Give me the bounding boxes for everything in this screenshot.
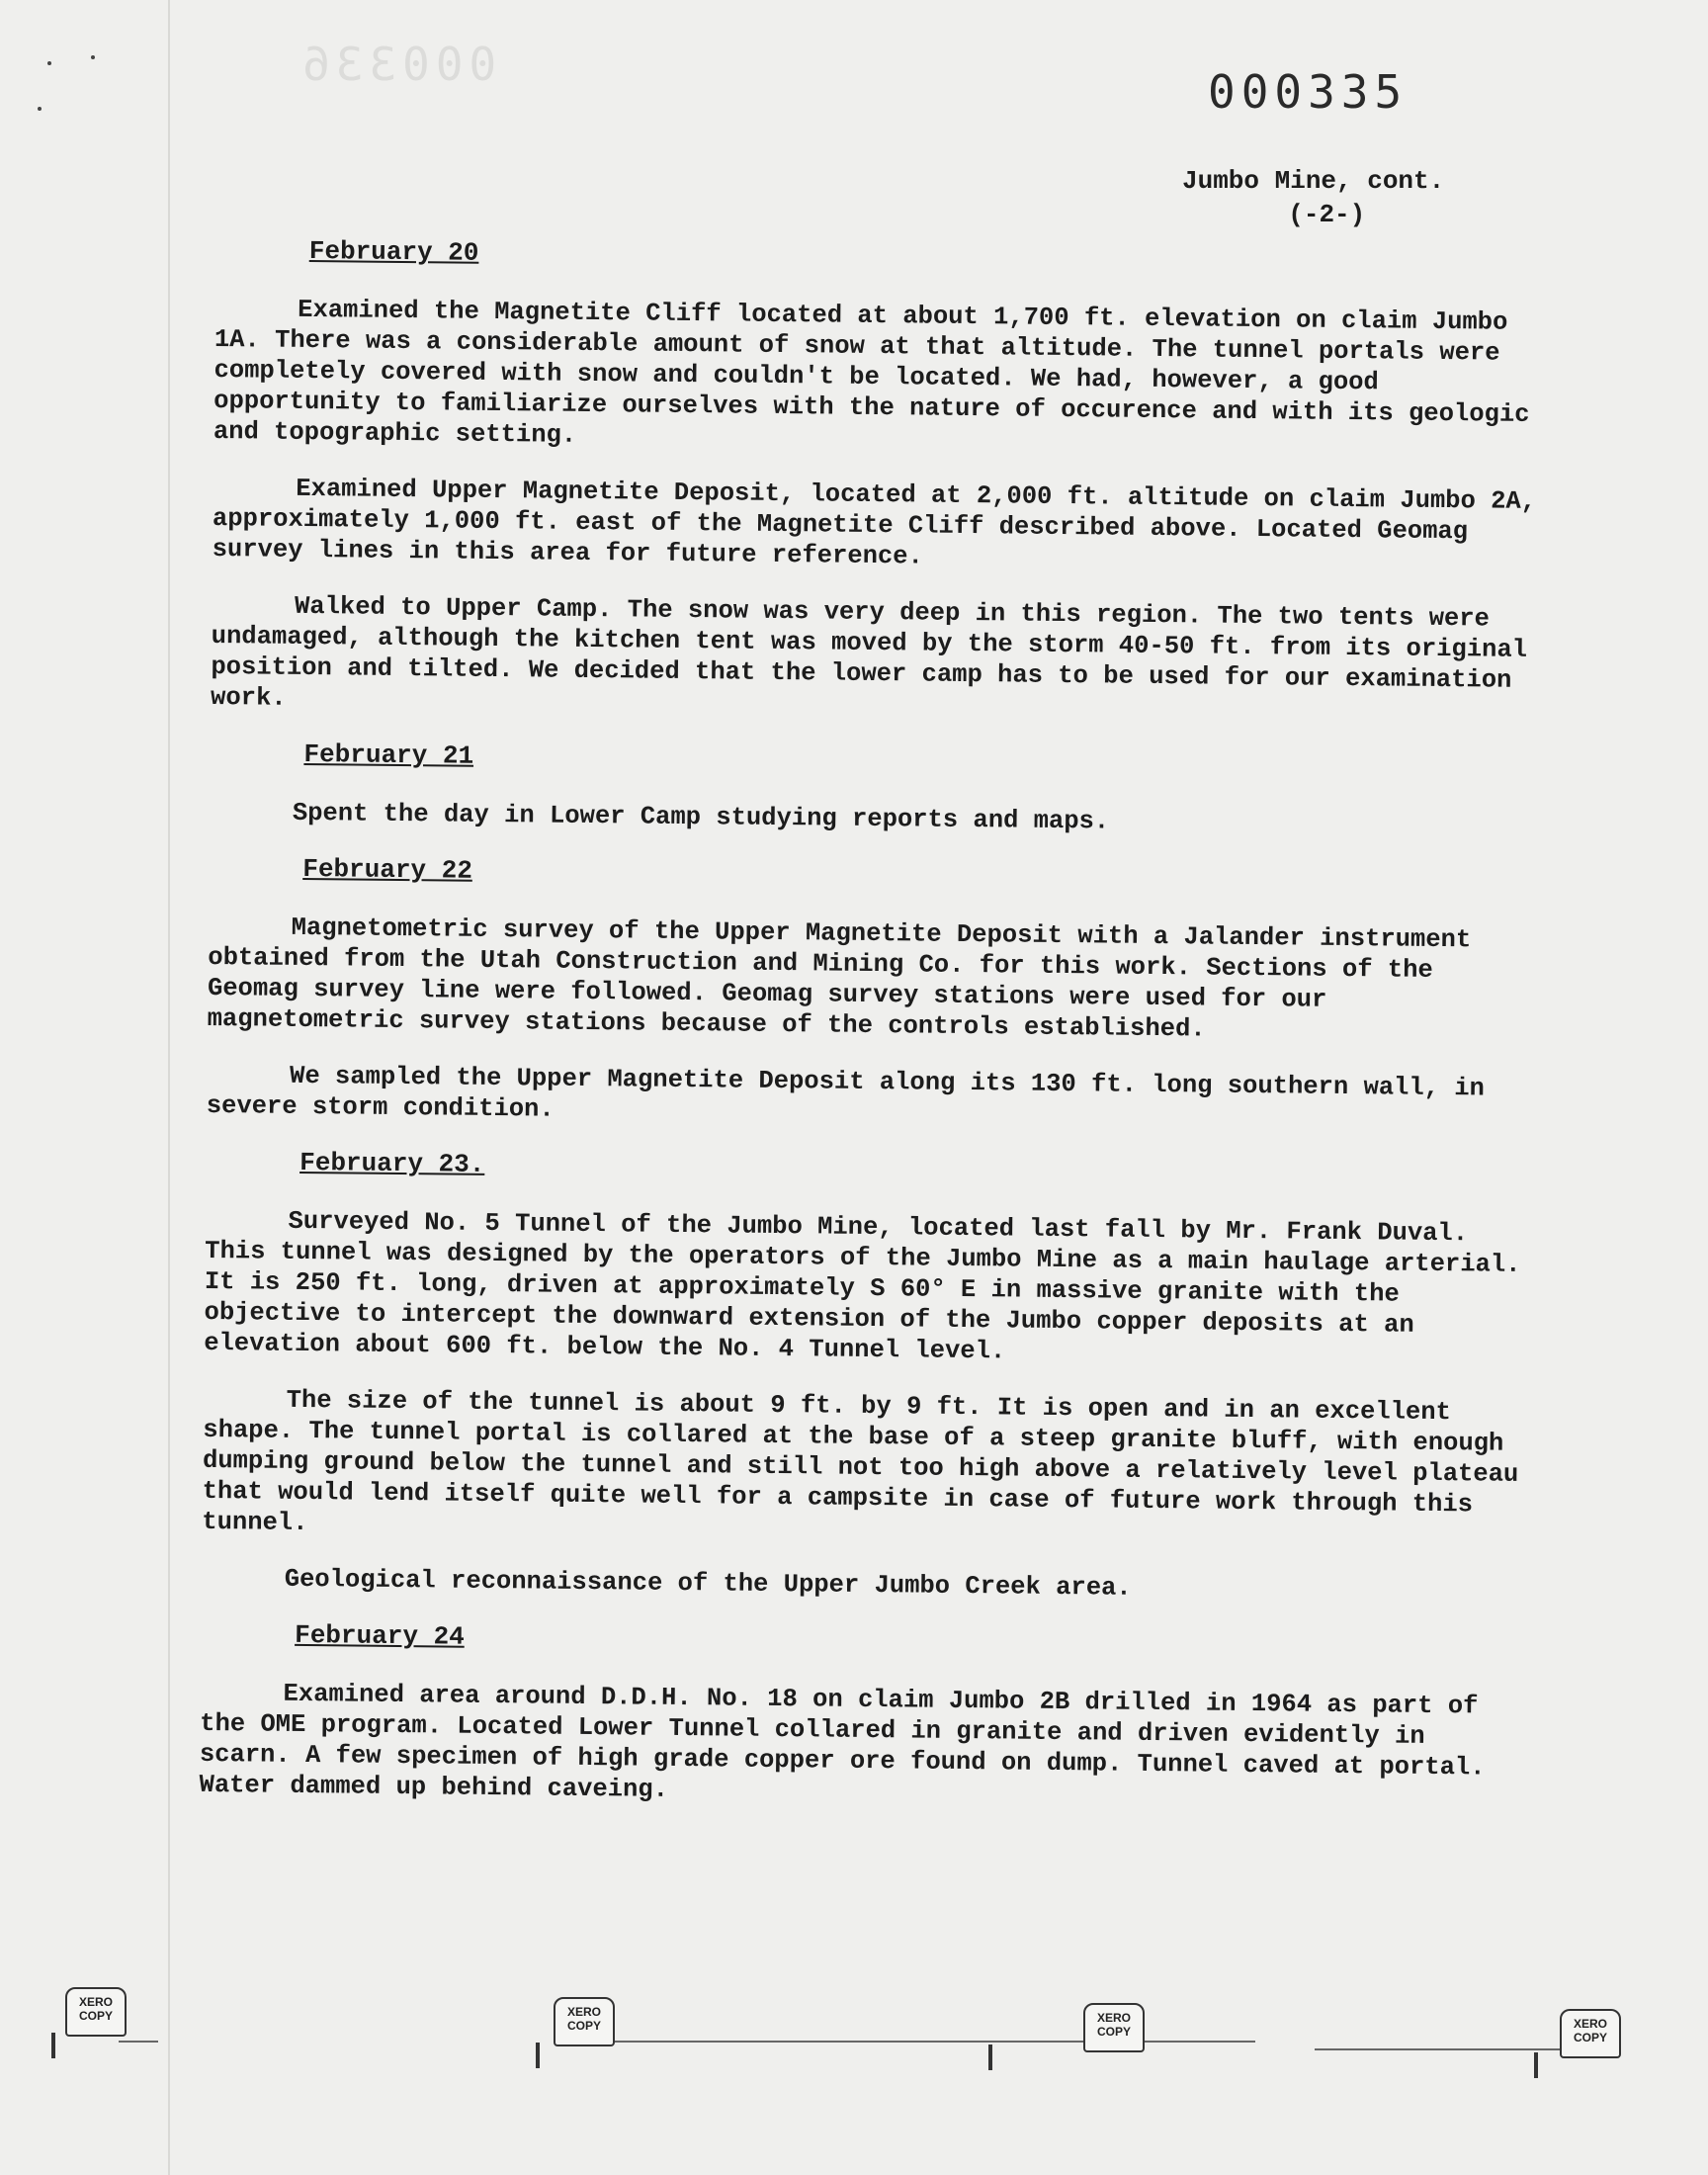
stamp-text: XERO (1096, 2011, 1131, 2025)
page-edge-shadow (168, 0, 170, 2175)
stamp-text: COPY (78, 2009, 113, 2023)
entry-feb-22 (207, 853, 1534, 1135)
stamp-text: COPY (1573, 2031, 1607, 2044)
date-heading: February 21 (303, 739, 474, 771)
date-heading: February 20 (308, 235, 479, 268)
paragraph: Geological reconnaissance of the Upper Jumbo Creek area. (284, 1564, 1132, 1603)
scan-speck (38, 107, 42, 111)
paragraph: The size of the tunnel is about 9 ft. by 9 ft. It is open and in an excellent shape. The tunnel portal is collared at the base of a steep granite bluff, with enough dumping ground below the tunnel and still not too high above a relatively level plateau that would lend itself quite well for a campsite in case of future work through this tunnel. (202, 1385, 1519, 1538)
running-header (1182, 164, 1444, 231)
date-heading: February 23. (299, 1147, 485, 1179)
paragraph: Spent the day in Lower Camp studying reports and maps. (292, 798, 1110, 836)
entry-feb-23 (202, 1147, 1531, 1608)
stamp-text: XERO (566, 2005, 601, 2019)
page-number: (-2-) (1288, 200, 1366, 229)
stamp-text: COPY (1096, 2025, 1131, 2039)
ghost-document-number: 000336 (297, 38, 497, 91)
scan-speck (47, 61, 51, 65)
paragraph: Examined the Magnetite Cliff located at about 1,700 ft. elevation on claim Jumbo 1A. There was a considerable amount of snow at that altitude. The tunnel portals were completely covered with snow and couldn't be located. We had, however, a good opportunity to familiarize ourselves with the nature of occurence and with its geologic and topographic setting. (213, 295, 1530, 450)
scan-tab-mark (51, 2033, 73, 2058)
xero-copy-stamp (554, 1997, 615, 2046)
paragraph: Examined area around D.D.H. No. 18 on claim Jumbo 2B drilled in 1964 as part of the OME program. Located Lower Tunnel collared in granite and driven evidently in scarn. A few specimen of high grade copper ore found on dump. Tunnel caved at portal. Water dammed up behind caveing. (199, 1679, 1486, 1804)
scan-speck (91, 55, 95, 59)
xero-copy-stamp (65, 1987, 127, 2037)
xero-copy-stamp (1083, 2003, 1145, 2052)
stamp-rule (1315, 2048, 1562, 2050)
document-number: 000335 (1208, 65, 1409, 119)
entry-feb-20 (211, 235, 1540, 727)
entry-feb-24 (199, 1619, 1525, 1814)
paragraph: Magnetometric survey of the Upper Magnetite Deposit with a Jalander instrument obtained from the Utah Construction and Mining Co. for this work. Sections of the Geomag survey line were followed. Geomag survey stations were used for our magnetometric survey stations because of the controls established. (207, 913, 1472, 1044)
paragraph: Surveyed No. 5 Tunnel of the Jumbo Mine, located last fall by Mr. Frank Duval. This tunnel was designed by the operators of the Jumbo Mine as a main haulage arterial. It is 250 ft. long, driven at approximately S 60° E in massive granite with the objective to intercept the downward extension of the Jumbo copper deposits at an elevation about 600 ft. below the No. 4 Tunnel level. (204, 1206, 1521, 1366)
scan-tab-mark (536, 2043, 557, 2068)
stamp-text: XERO (1573, 2017, 1607, 2031)
entry-feb-21 (210, 739, 1535, 841)
document-body (199, 235, 1540, 1840)
scan-tab-mark (1534, 2052, 1556, 2078)
stamp-rule (603, 2041, 1255, 2043)
scan-tab-mark (988, 2044, 1010, 2070)
stamp-text: COPY (566, 2019, 601, 2033)
paragraph: Examined Upper Magnetite Deposit, located at 2,000 ft. altitude on claim Jumbo 2A, approximately 1,000 ft. east of the Magnetite Cliff described above. Located Geomag survey lines in this area for future reference. (212, 474, 1537, 571)
paragraph: Walked to Upper Camp. The snow was very deep in this region. The two tents were undamaged, although the kitchen tent was moved by the storm 40-50 ft. from its original position and tilted. We decided that the lower camp has to be used for our examination work. (210, 591, 1528, 713)
stamp-text: XERO (78, 1995, 113, 2009)
date-heading: February 22 (302, 853, 473, 886)
date-heading: February 24 (295, 1619, 465, 1652)
header-title: Jumbo Mine, cont. (1182, 166, 1445, 196)
xero-copy-stamp (1560, 2009, 1621, 2058)
stamp-rule (119, 2041, 158, 2043)
paragraph: We sampled the Upper Magnetite Deposit along its 130 ft. long southern wall, in severe storm condition. (206, 1061, 1486, 1124)
